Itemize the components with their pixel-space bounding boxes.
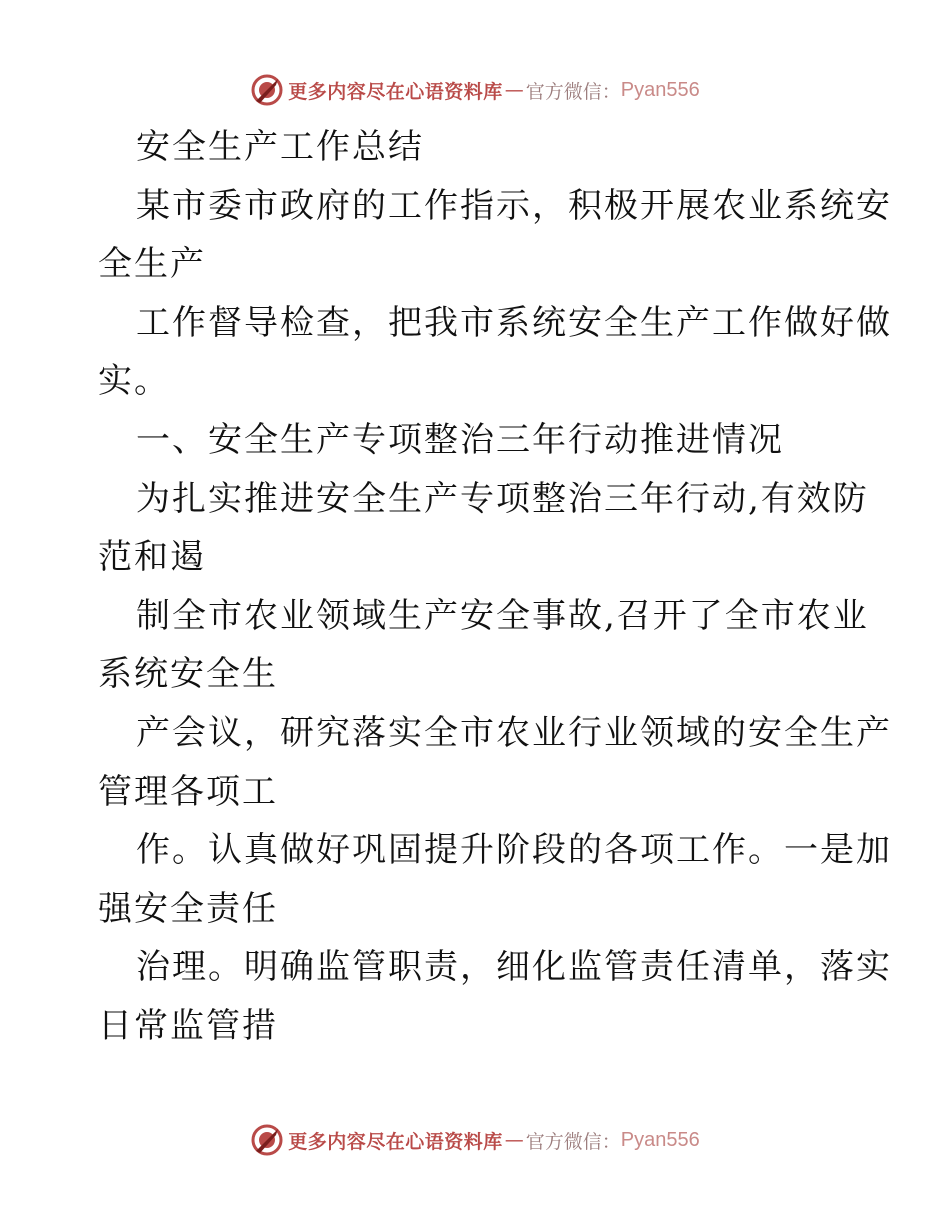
footer-watermark [0,1120,950,1160]
text-line: 系统安全生 [98,654,278,695]
text-line: 一、安全生产专项整治三年行动推进情况 [136,419,784,460]
watermark-wechat-label: 官方微信： [525,80,621,103]
text-line: 强安全责任 [98,888,278,929]
text-line: 管理各项工 [98,771,278,812]
watermark-site-text: 更多内容尽在心语资料库 [288,1130,503,1153]
text-line: 范和遏 [98,537,206,578]
text-line: 安全生产工作总结 [136,127,424,167]
pen-logo-icon [250,1123,284,1157]
document-body [98,118,892,1056]
text-line: 制全市农业领域生产安全事故,召开了全市农业 [136,595,869,636]
text-line: 某市委市政府的工作指示，积极开展农业系统安 [136,185,892,226]
watermark-wechat-id: Pyan556 [620,78,700,101]
watermark-site-text: 更多内容尽在心语资料库 [288,80,503,103]
pen-logo-icon [250,73,284,107]
text-line: 工作督导检查，把我市系统安全生产工作做好做 [136,302,892,343]
text-line: 日常监管措 [98,1005,278,1046]
watermark-wechat-id: Pyan556 [620,1128,700,1151]
text-line: 为扎实推进安全生产专项整治三年行动,有效防 [136,478,869,519]
watermark-separator: — [504,1129,524,1151]
watermark-wechat-label: 官方微信： [525,1130,621,1153]
text-line: 治理。明确监管职责，细化监管责任清单，落实 [136,947,892,988]
watermark-separator: — [504,79,524,101]
text-line: 全生产 [98,244,206,285]
text-line: 产会议，研究落实全市农业行业领域的安全生产 [136,712,892,753]
header-watermark [0,70,950,110]
text-line: 实。 [98,361,170,402]
text-line: 作。认真做好巩固提升阶段的各项工作。一是加 [136,830,892,871]
